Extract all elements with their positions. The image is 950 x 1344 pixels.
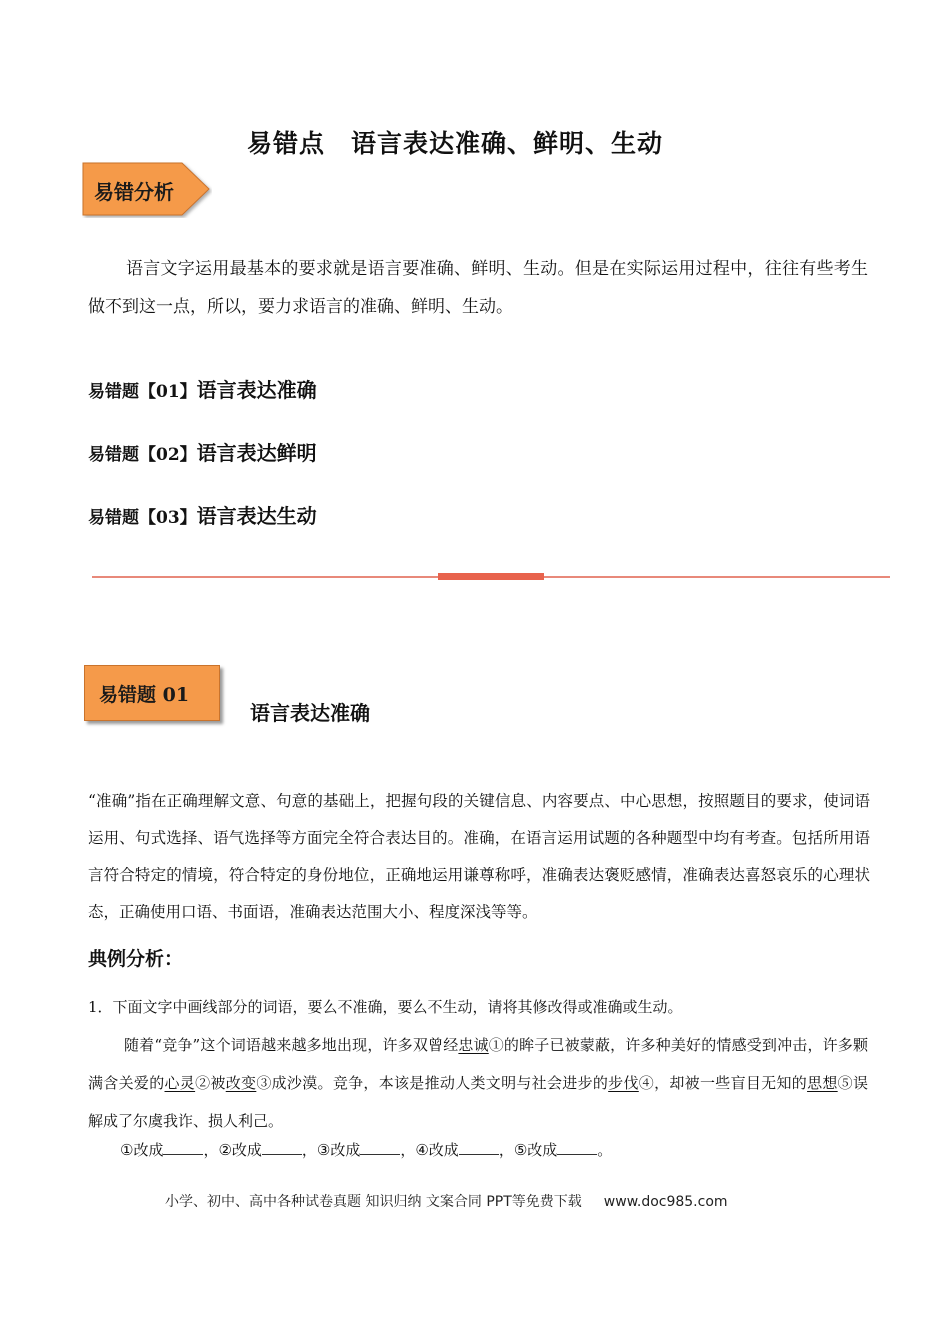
- answer-blank-1[interactable]: [163, 1140, 203, 1155]
- page-footer: 小学、初中、高中各种试卷真题 知识归纳 文案合同 PPT等免费下载 www.doc985.com: [165, 1194, 728, 1210]
- answer-blank-5[interactable]: [557, 1140, 597, 1155]
- underlined-word-4: 步伐: [608, 1074, 639, 1092]
- underlined-word-1: 忠诚: [458, 1036, 489, 1054]
- section-title: 语言表达准确: [250, 701, 370, 725]
- question-link-02[interactable]: 易错题【02】语言表达鲜明: [88, 441, 317, 465]
- answer-blank-4[interactable]: [459, 1140, 499, 1155]
- exercise-stem: 1．下面文字中画线部分的词语，要么不准确，要么不生动，请将其修改得或准确或生动。: [88, 998, 683, 1016]
- footer-url[interactable]: www.doc985.com: [603, 1194, 728, 1210]
- underlined-word-3: 改变: [225, 1074, 257, 1092]
- answer-blank-2[interactable]: [262, 1140, 302, 1155]
- question-link-01[interactable]: 易错题【01】语言表达准确: [88, 378, 317, 402]
- analysis-tag: 易错分析: [82, 162, 210, 216]
- answer-blank-3[interactable]: [360, 1140, 400, 1155]
- example-heading: 典例分析：: [88, 948, 184, 970]
- section-tag: 易错题 01: [84, 665, 220, 721]
- definition-paragraph: “准确”指在正确理解文意、句意的基础上，把握句段的关键信息、内容要点、中心思想，按照题目的要求，使词语运用、句式选择、语气选择等方面完全符合表达目的。准确，在语言运用试题的各种题型中均有考查。包括所用语言符合特定的情境，符合特定的身份地位，正确地运用谦尊称呼，准确表达褒贬感情，准确表达喜怒哀乐的心理状态，正确使用口语、书面语，准确表达范围大小、程度深浅等等。: [88, 792, 870, 921]
- exercise-passage: 随着“竞争”这个词语越来越多地出现，许多双曾经忠诚①的眸子已被蒙蔽，许多种美好的情感受到冲击，许多颗满含关爱的心灵②被改变③成沙漠。竞争，本该是推动人类文明与社会进步的步伐④，却被一些盲目无知的思想⑤误解成了尔虞我诈、损人利己。: [88, 1036, 868, 1130]
- page-title: 易错点 语言表达准确、鲜明、生动: [246, 129, 664, 158]
- underlined-word-2: 心灵: [164, 1074, 196, 1092]
- question-link-03[interactable]: 易错题【03】语言表达生动: [88, 504, 317, 528]
- answer-blanks: ①改成 ，②改成 ，③改成 ，④改成 ，⑤改成 。: [120, 1141, 613, 1159]
- section-divider-accent: [438, 573, 544, 580]
- underlined-word-5: 思想: [807, 1074, 838, 1092]
- intro-paragraph: 语言文字运用最基本的要求就是语言要准确、鲜明、生动。但是在实际运用过程中，往往有些考生做不到这一点，所以，要力求语言的准确、鲜明、生动。: [88, 259, 868, 317]
